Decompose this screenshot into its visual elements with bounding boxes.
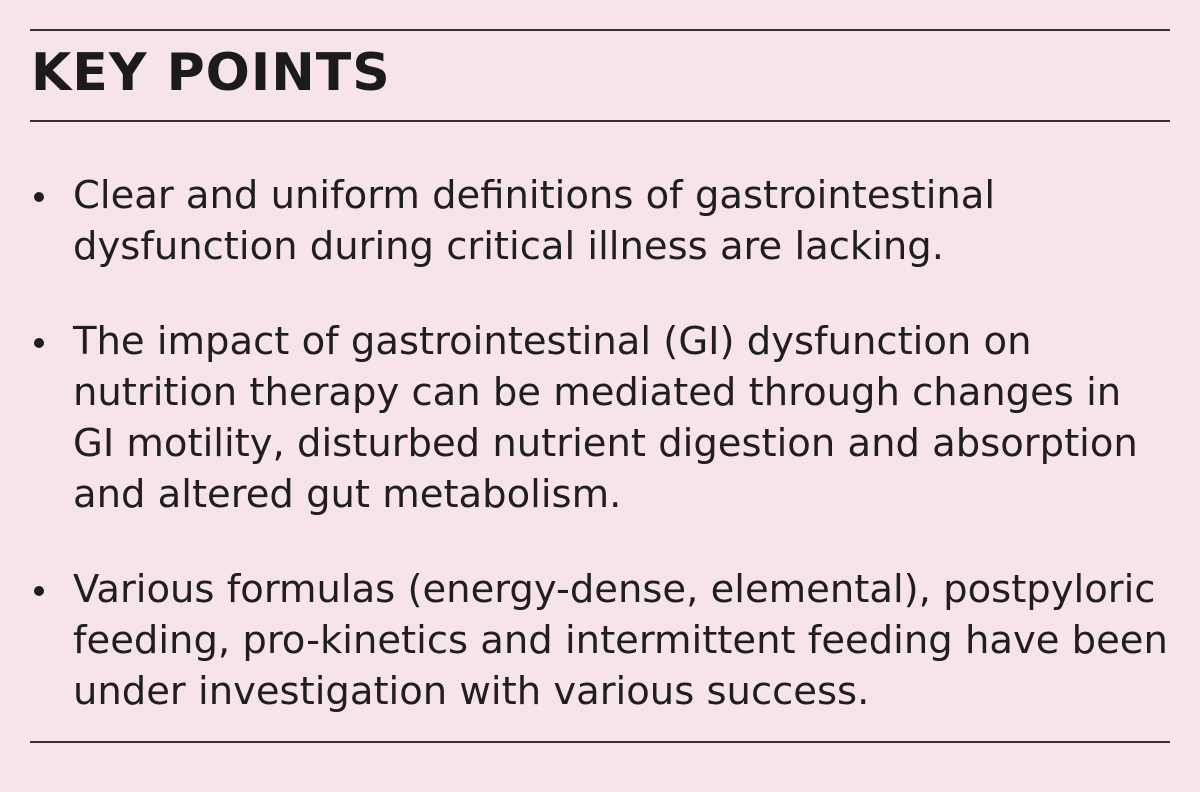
key-points-list	[30, 170, 1170, 717]
key-point-2-text: The impact of gastrointestinal (GI) dysfunction on nutrition therapy can be mediated through changes in GI motility, disturbed nutrient digestion and absorption and altered gut metabolism.	[73, 319, 1138, 517]
key-point-3	[30, 564, 1170, 717]
bullet-icon	[34, 586, 44, 596]
key-point-3-text: Various formulas (energy-dense, elemental), postpyloric feeding, pro-kinetics and intermittent feeding have been under investigation with various success.	[73, 567, 1168, 714]
key-point-2	[30, 316, 1170, 520]
bullet-icon	[34, 338, 44, 348]
heading-rule	[30, 120, 1170, 122]
bottom-rule	[30, 741, 1170, 743]
key-point-1-text: Clear and uniform definitions of gastrointestinal dysfunction during critical illness are lacking.	[73, 173, 996, 269]
bullet-icon	[34, 192, 44, 202]
key-points-heading: KEY POINTS	[31, 43, 391, 103]
top-rule	[30, 29, 1170, 31]
key-point-1	[30, 170, 1170, 272]
